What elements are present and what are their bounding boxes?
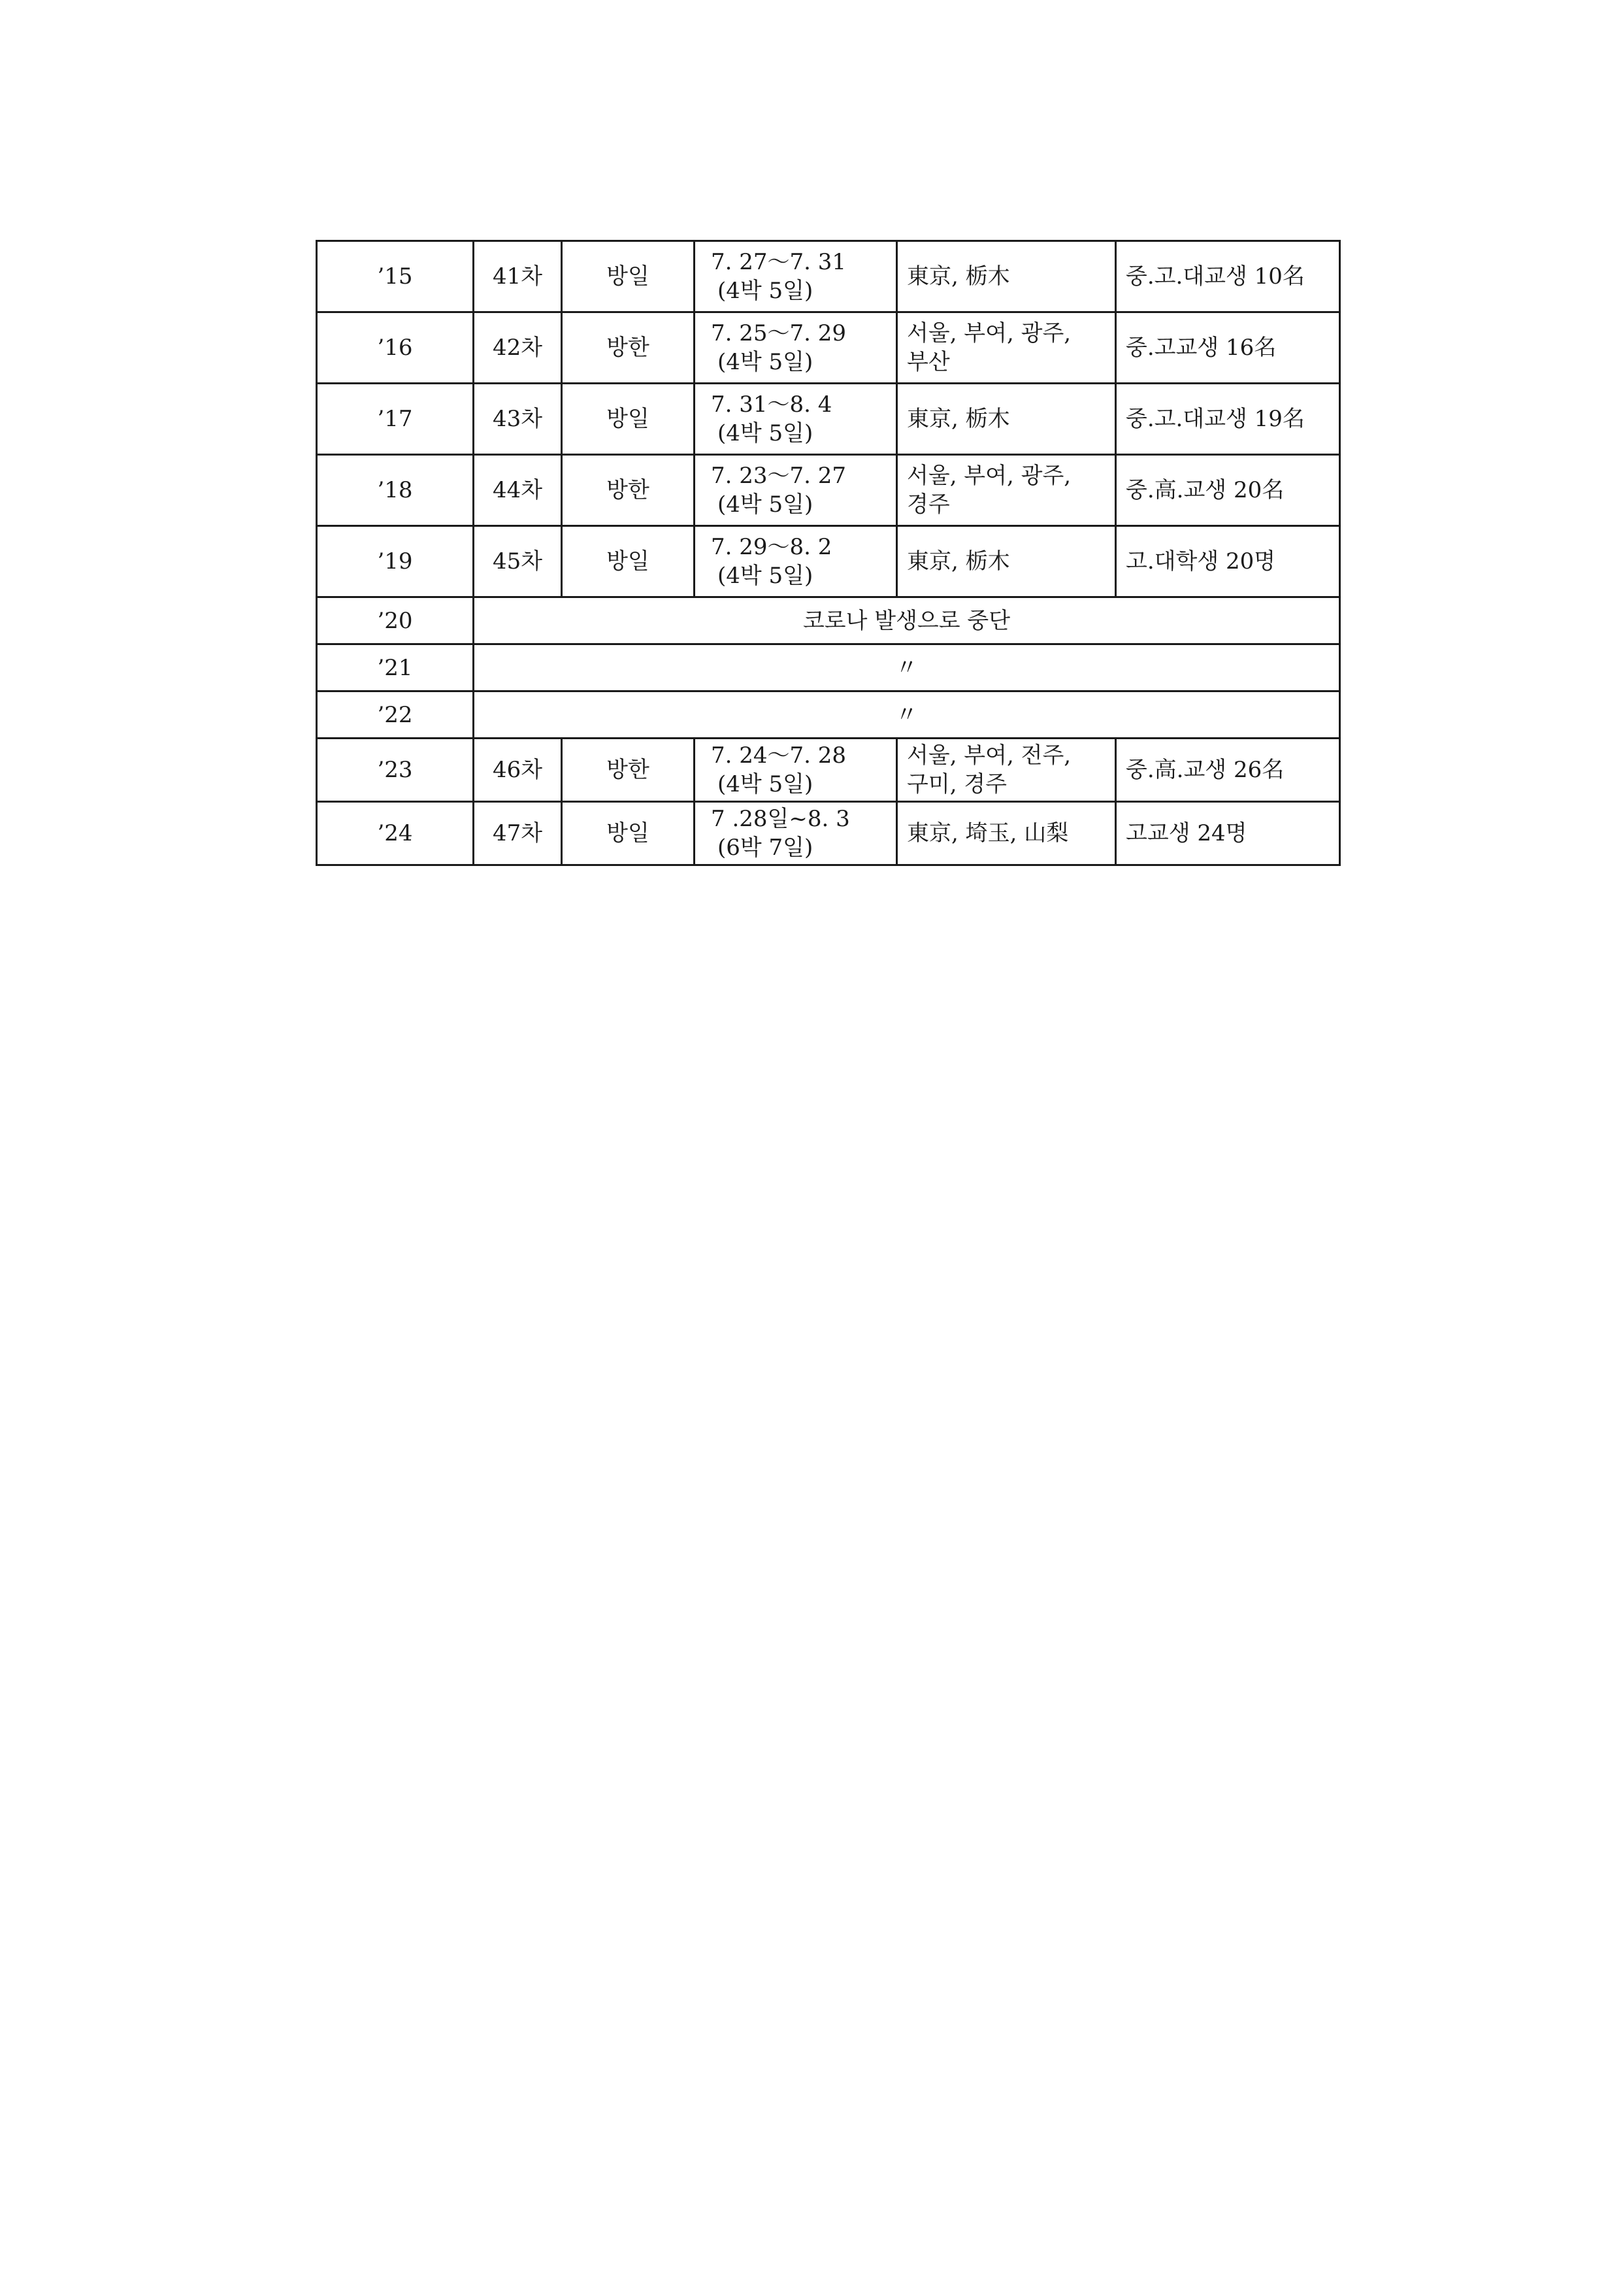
year-cell: ’24 xyxy=(317,802,474,865)
period-dates: 7. 25～7. 29 xyxy=(711,320,847,346)
place-cell xyxy=(897,739,1116,802)
suspension-note: 코로나 발생으로 중단 xyxy=(474,597,1340,644)
period-cell xyxy=(695,455,897,526)
place-cell xyxy=(897,241,1116,312)
table-row-suspended xyxy=(317,691,1340,739)
period-cell xyxy=(695,312,897,384)
table-row-suspended xyxy=(317,644,1340,691)
members-cell: 중.高.교생 26名 xyxy=(1116,739,1340,802)
round-cell: 41차 xyxy=(474,241,562,312)
year-cell: ’15 xyxy=(317,241,474,312)
period-length: (4박 5일) xyxy=(717,349,813,375)
ditto-mark: 〃 xyxy=(474,691,1340,739)
members-cell: 고.대학생 20명 xyxy=(1116,526,1340,597)
table-row xyxy=(317,384,1340,455)
visit-type-cell: 방일 xyxy=(562,241,695,312)
place-line: 서울, 부여, 광주, xyxy=(907,320,1072,346)
table-row xyxy=(317,802,1340,865)
place-line: 서울, 부여, 광주, xyxy=(907,463,1072,489)
period-length: (4박 5일) xyxy=(717,491,813,518)
period-dates: 7. 23～7. 27 xyxy=(711,463,847,489)
round-cell: 46차 xyxy=(474,739,562,802)
place-cell xyxy=(897,802,1116,865)
table-row xyxy=(317,455,1340,526)
members-cell: 중.고.대교생 10名 xyxy=(1116,241,1340,312)
period-dates: 7. 31～8. 4 xyxy=(711,391,832,418)
year-cell: ’19 xyxy=(317,526,474,597)
place-cell xyxy=(897,384,1116,455)
place-line: 구미, 경주 xyxy=(907,771,1007,797)
period-length: (4박 5일) xyxy=(717,278,813,304)
members-cell: 중.高.교생 20名 xyxy=(1116,455,1340,526)
year-cell: ’21 xyxy=(317,644,474,691)
visit-type-cell: 방한 xyxy=(562,312,695,384)
place-line: 東京, 栃木 xyxy=(907,548,1010,574)
place-cell xyxy=(897,455,1116,526)
round-cell: 47차 xyxy=(474,802,562,865)
place-line: 부산 xyxy=(907,349,950,375)
members-cell: 중.고교생 16名 xyxy=(1116,312,1340,384)
round-cell: 42차 xyxy=(474,312,562,384)
table-row xyxy=(317,241,1340,312)
exchange-schedule-table xyxy=(316,240,1341,866)
year-cell: ’23 xyxy=(317,739,474,802)
visit-type-cell: 방일 xyxy=(562,526,695,597)
place-cell xyxy=(897,312,1116,384)
place-cell xyxy=(897,526,1116,597)
period-length: (4박 5일) xyxy=(717,771,813,797)
period-cell xyxy=(695,802,897,865)
visit-type-cell: 방한 xyxy=(562,455,695,526)
place-line: 서울, 부여, 전주, xyxy=(907,742,1072,769)
place-line: 東京, 埼玉, 山梨 xyxy=(907,820,1069,846)
period-cell xyxy=(695,526,897,597)
period-dates: 7. 27～7. 31 xyxy=(711,249,847,275)
members-cell: 중.고.대교생 19名 xyxy=(1116,384,1340,455)
table-row xyxy=(317,312,1340,384)
round-cell: 43차 xyxy=(474,384,562,455)
visit-type-cell: 방한 xyxy=(562,739,695,802)
period-cell xyxy=(695,739,897,802)
members-cell: 고교생 24명 xyxy=(1116,802,1340,865)
year-cell: ’16 xyxy=(317,312,474,384)
round-cell: 44차 xyxy=(474,455,562,526)
period-length: (4박 5일) xyxy=(717,420,813,446)
period-dates: 7. 29～8. 2 xyxy=(711,534,832,560)
table-row xyxy=(317,739,1340,802)
period-length: (6박 7일) xyxy=(717,835,813,861)
year-cell: ’17 xyxy=(317,384,474,455)
visit-type-cell: 방일 xyxy=(562,802,695,865)
year-cell: ’18 xyxy=(317,455,474,526)
round-cell: 45차 xyxy=(474,526,562,597)
ditto-mark: 〃 xyxy=(474,644,1340,691)
period-dates: 7. 24～7. 28 xyxy=(711,742,847,769)
period-dates: 7 .28일~8. 3 xyxy=(711,806,850,832)
period-cell xyxy=(695,384,897,455)
period-length: (4박 5일) xyxy=(717,563,813,589)
year-cell: ’22 xyxy=(317,691,474,739)
period-cell xyxy=(695,241,897,312)
year-cell: ’20 xyxy=(317,597,474,644)
table-row xyxy=(317,526,1340,597)
visit-type-cell: 방일 xyxy=(562,384,695,455)
place-line: 경주 xyxy=(907,491,950,518)
table-row-suspended xyxy=(317,597,1340,644)
place-line: 東京, 栃木 xyxy=(907,406,1010,432)
place-line: 東京, 栃木 xyxy=(907,263,1010,290)
